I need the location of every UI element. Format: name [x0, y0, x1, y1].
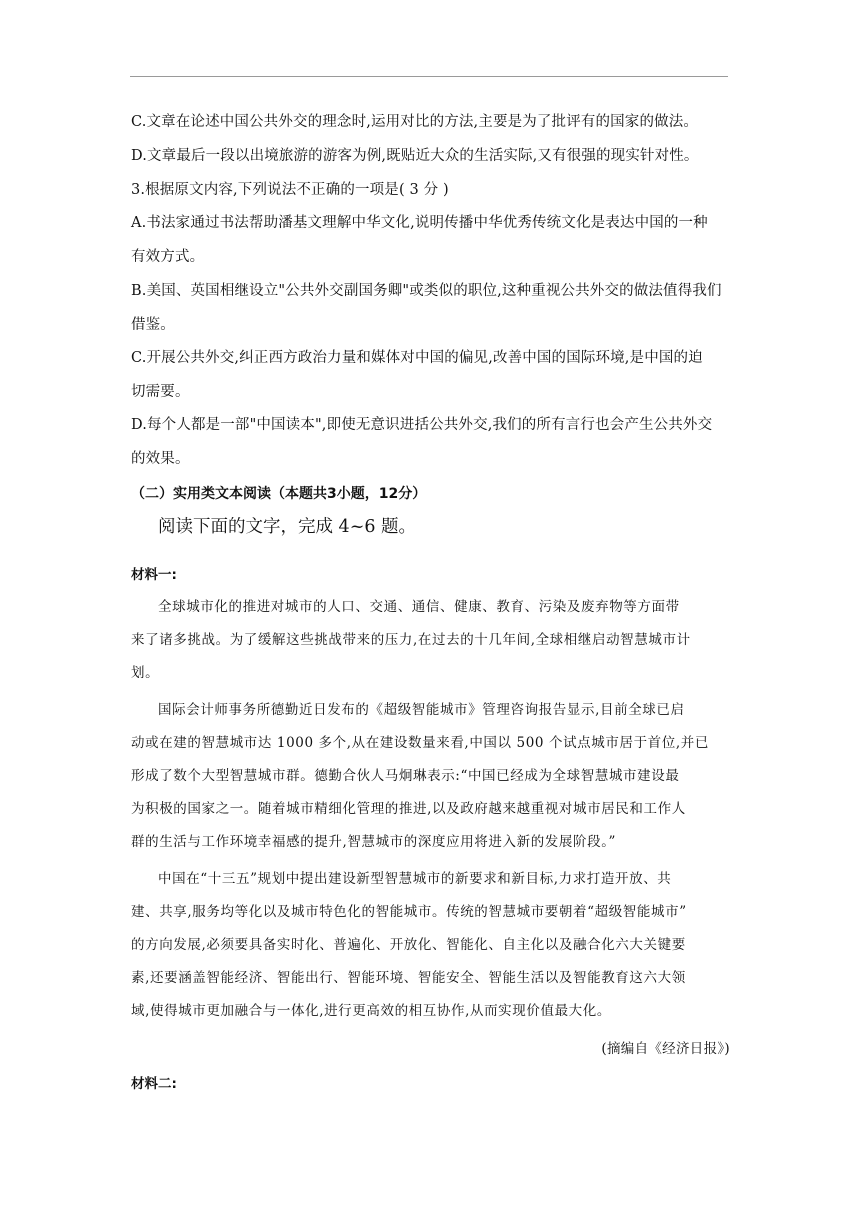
paragraph-line: 素,还要涵盖智能经济、智能出行、智能环境、智能安全、智能生活以及智能教育这六大领 — [131, 970, 686, 986]
paragraph-line: 划。 — [131, 665, 160, 681]
paragraph-line: 来了诸多挑战。为了缓解这些挑战带来的压力,在过去的十几年间,全球相继启动智慧城市计 — [131, 632, 691, 648]
paragraph-line: 国际会计师事务所德勤近日发布的《超级智能城市》管理咨询报告显示,目前全球已启 — [158, 702, 685, 718]
paragraph-line: 的方向发展,必须要具备实时化、普遍化、开放化、智能化、自主化以及融合化六大关键要 — [131, 937, 686, 953]
section-heading: （二）实用类文本阅读（本题共3小题，12分） — [131, 486, 427, 502]
paragraph-line: 为积极的国家之一。随着城市精细化管理的推进,以及政府越来越重视对城市居民和工作人 — [131, 801, 686, 817]
option-d-q3-line1: D.每个人都是一部"中国读本",即使无意识进括公共外交,我们的所有言行也会产生公共外交 — [131, 417, 713, 433]
option-c-q3-line1: C.开展公共外交,纠正西方政治力量和媒体对中国的偏见,改善中国的国际环境,是中国的迫 — [131, 350, 703, 366]
section-instruction: 阅读下面的文字，完成 4~6 题。 — [158, 517, 417, 537]
option-c-q3-line2: 切需要。 — [131, 384, 190, 400]
option-a-q3-line2: 有效方式。 — [131, 249, 205, 265]
paragraph-line: 域,使得城市更加融合与一体化,进行更高效的相互协作,从而实现价值最大化。 — [131, 1003, 611, 1019]
paragraph-line: 建、共享,服务均等化以及城市特色化的智能城市。传统的智慧城市要朝着“超级智能城市” — [131, 904, 687, 920]
paragraph-line: 群的生活与工作环境幸福感的提升,智慧城市的深度应用将进入新的发展阶段。” — [131, 834, 617, 850]
paragraph-line: 形成了数个大型智慧城市群。德勤合伙人马炯琳表示:“中国已经成为全球智慧城市建设最 — [131, 768, 680, 784]
paragraph-line: 全球城市化的推进对城市的人口、交通、通信、健康、教育、污染及废弃物等方面带 — [158, 599, 680, 615]
option-b-q3-line2: 借鉴。 — [131, 317, 175, 333]
material-two-label: 材料二: — [131, 1076, 177, 1092]
option-a-q3-line1: A.书法家通过书法帮助潘基文理解中华文化,说明传播中华优秀传统文化是表达中国的一种 — [131, 215, 708, 231]
material-one-label: 材料一: — [131, 567, 177, 583]
paragraph-line: 动或在建的智慧城市达 1000 多个,从在建设数量来看,中国以 500 个试点城市居于首位,并已 — [131, 735, 709, 751]
option-d-q2: D.文章最后一段以出境旅游的游客为例,既贴近大众的生活实际,又有很强的现实针对性。 — [131, 148, 699, 164]
question-3-stem: 3.根据原文内容,下列说法不正确的一项是( 3 分 ) — [131, 182, 449, 198]
source-citation: (摘编自《经济日报》) — [601, 1041, 730, 1057]
paragraph-line: 中国在“十三五”规划中提出建设新型智慧城市的新要求和新目标,力求打造开放、共 — [158, 871, 672, 887]
option-c-q2: C.文章在论述中国公共外交的理念时,运用对比的方法,主要是为了批评有的国家的做法。 — [131, 114, 699, 130]
option-b-q3-line1: B.美国、英国相继设立"公共外交副国务卿"或类似的职位,这种重视公共外交的做法值得我们 — [131, 283, 722, 299]
option-d-q3-line2: 的效果。 — [131, 451, 190, 467]
header-rule — [130, 76, 728, 77]
